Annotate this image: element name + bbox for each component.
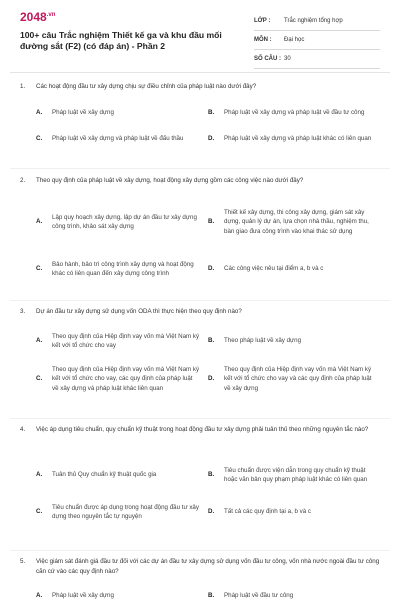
option-d[interactable] (208, 264, 380, 274)
option-text: Pháp luật về xây dựng (52, 592, 114, 600)
header (0, 0, 400, 64)
question-3 (20, 307, 380, 317)
question-text: Dự án đầu tư xây dựng sử dụng vốn ODA thì thực hiện theo quy định nào? (36, 308, 242, 315)
option-text: Các công việc nêu tại điểm a, b và c (224, 265, 324, 273)
option-c[interactable] (36, 365, 208, 394)
option-text: Pháp luật về đầu tư công (224, 592, 294, 600)
question-number: 1. (20, 83, 26, 90)
option-text: Pháp luật về xây dựng (52, 109, 114, 117)
option-c[interactable] (36, 260, 208, 279)
option-letter: C. (36, 265, 43, 273)
question-separator (10, 418, 390, 419)
logo-text: 2048 (20, 10, 47, 24)
option-letter: D. (208, 265, 215, 273)
option-text: Pháp luật về xây dựng và pháp luật khác có liên quan (224, 135, 372, 143)
option-a[interactable] (36, 213, 208, 232)
question-text: Việc áp dụng tiêu chuẩn, quy chuẩn kỹ thuật trong hoạt động đầu tư xây dựng phải tuân thủ theo những nguyên tắc nào? (36, 426, 369, 433)
option-b[interactable] (208, 208, 380, 237)
option-d[interactable] (208, 507, 380, 517)
info-panel (254, 12, 380, 69)
option-letter: B. (208, 592, 215, 600)
question-separator (10, 300, 390, 301)
info-row-subject (254, 31, 380, 50)
question-number: 2. (20, 177, 26, 184)
question-number: 5. (20, 558, 26, 565)
option-text: Pháp luật về xây dựng và pháp luật về đấu thầu (52, 135, 184, 143)
option-text: Pháp luật về xây dựng và pháp luật về đầu tư công (224, 109, 365, 117)
question-2-options (36, 196, 380, 290)
question-1-options (36, 100, 380, 152)
option-letter: B. (208, 218, 215, 226)
option-letter: C. (36, 135, 43, 143)
option-a[interactable] (36, 591, 208, 600)
option-letter: A. (36, 337, 43, 345)
option-letter: D. (208, 135, 215, 143)
info-value: 30 (284, 56, 291, 62)
option-text: Theo pháp luật về xây dựng (224, 337, 302, 345)
question-5-options (36, 590, 380, 600)
question-1 (20, 82, 380, 92)
option-letter: C. (36, 375, 43, 383)
question-number: 3. (20, 308, 26, 315)
option-letter: B. (208, 337, 215, 345)
option-letter: C. (36, 508, 43, 516)
option-c[interactable] (36, 503, 208, 522)
option-text: Tiêu chuẩn được áp dụng trong hoạt động đầu tư xây dựng theo nguyên tắc tự nguyện (52, 503, 199, 520)
option-text: Theo quy định của Hiệp định vay vốn mà Việt Nam ký kết với tổ chức cho vay, các quy định của pháp luật về xây dựng và pháp luật khác liên quan (52, 365, 200, 392)
option-text: Theo quy định của Hiệp định vay vốn mà Việt Nam ký kết với tổ chức cho vay và các quy định của pháp luật về xây dựng (224, 365, 372, 392)
option-letter: A. (36, 592, 43, 600)
logo-suffix: .vn (46, 12, 56, 18)
option-letter: A. (36, 218, 43, 226)
info-label: LỚP : (254, 18, 271, 24)
question-4 (20, 425, 380, 435)
option-text: Tuân thủ Quy chuẩn kỹ thuật quốc gia (52, 471, 157, 479)
question-3-options (36, 326, 380, 402)
question-text: Theo quy định của pháp luật về xây dựng, hoạt động xây dựng gồm các công việc nào dưới đây? (36, 177, 304, 184)
option-b[interactable] (208, 591, 380, 600)
question-text: Việc giám sát đánh giá đầu tư đối với các dự án đầu tư xây dựng sử dụng vốn đầu tư công, vốn nhà nước ngoài đầu tư công căn cứ vào các quy định nào? (36, 558, 380, 575)
option-letter: D. (208, 375, 215, 383)
document-title: 100+ câu Trắc nghiệm Thiết kế ga và khu đầu mối đường sắt (F2) (có đáp án) - Phần 2 (20, 30, 222, 51)
option-a[interactable] (36, 108, 208, 118)
option-d[interactable] (208, 365, 380, 394)
option-text: Thiết kế xây dựng, thi công xây dựng, giám sát xây dựng, quản lý dự án, lựa chọn nhà thầu, nghiệm thu, bàn giao đưa công trình vào khai thác sử dụng (224, 208, 369, 235)
question-separator (10, 168, 390, 169)
option-letter: D. (208, 508, 215, 516)
option-text: Tất cả các quy định tại a, b và c (224, 508, 312, 516)
question-2 (20, 176, 380, 186)
option-a[interactable] (36, 332, 208, 351)
option-letter: A. (36, 471, 43, 479)
option-b[interactable] (208, 466, 380, 485)
option-text: Theo quy định của Hiệp định vay vốn mà Việt Nam ký kết với tổ chức cho vay (52, 332, 200, 349)
question-number: 4. (20, 426, 26, 433)
header-divider (10, 72, 390, 73)
option-letter: B. (208, 471, 215, 479)
option-a[interactable] (36, 470, 208, 480)
option-text: Lập quy hoạch xây dựng, lập dự án đầu tư xây dựng công trình, khảo sát xây dựng (52, 213, 197, 230)
option-letter: B. (208, 109, 215, 117)
option-b[interactable] (208, 336, 380, 346)
option-text: Bảo hành, bảo trì công trình xây dựng và hoạt động khác có liên quan đến xây dựng công trình (52, 260, 194, 277)
option-c[interactable] (36, 134, 208, 144)
question-separator (10, 550, 390, 551)
site-logo[interactable] (20, 10, 55, 24)
info-row-question-count (254, 50, 380, 69)
info-value: Trắc nghiệm tổng hợp (284, 18, 343, 24)
option-d[interactable] (208, 134, 380, 144)
question-text: Các hoạt động đầu tư xây dựng chịu sự điều chỉnh của pháp luật nào dưới đây? (36, 83, 257, 90)
question-4-options (36, 456, 380, 530)
option-b[interactable] (208, 108, 380, 118)
info-label: MÔN : (254, 37, 272, 43)
info-label: SỐ CÂU : (254, 56, 281, 62)
info-row-class (254, 12, 380, 31)
question-5 (20, 557, 380, 577)
option-letter: A. (36, 109, 43, 117)
option-text: Tiêu chuẩn được viện dẫn trong quy chuẩn kỹ thuật hoặc văn bản quy phạm pháp luật khác có liên quan (224, 466, 368, 483)
info-value: Đại học (284, 37, 305, 43)
